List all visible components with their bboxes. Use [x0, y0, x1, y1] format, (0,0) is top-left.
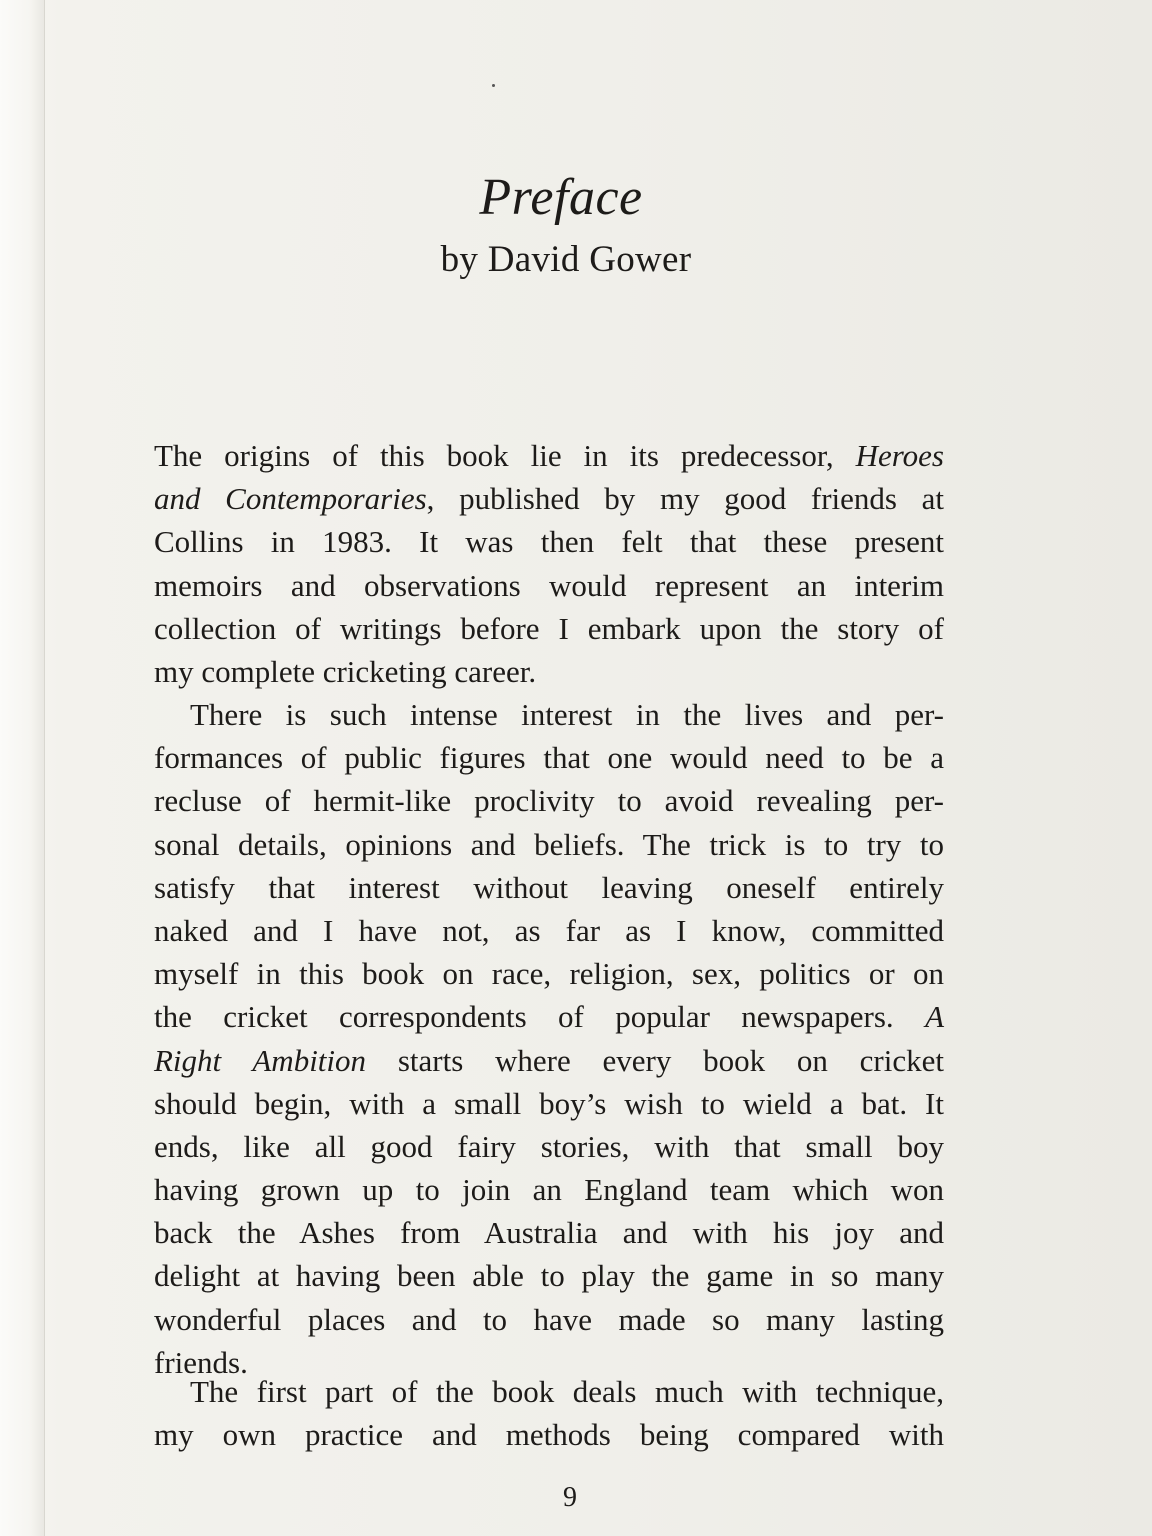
text-line: wonderful places and to have made so many lasting — [154, 1301, 944, 1337]
text-line: satisfy that interest without leaving oneself entirely — [154, 869, 944, 905]
text-line: ends, like all good fairy stories, with that small boy — [154, 1128, 944, 1164]
text-line: collection of writings before I embark upon the story of — [154, 610, 944, 646]
text-line: The first part of the book deals much with technique, — [190, 1374, 944, 1409]
text-line: Collins in 1983. It was then felt that these present — [154, 524, 944, 560]
text-line: formances of public figures that one would need to be a — [154, 740, 944, 776]
text-line: myself in this book on race, religion, sex, politics or on — [154, 956, 944, 992]
text-line: Right Ambition starts where every book on cricket — [154, 1042, 945, 1078]
text-line: my complete cricketing career. — [154, 653, 537, 689]
paragraph-3 — [154, 1370, 944, 1456]
text-line: should begin, with a small boy’s wish to wield a bat. It — [154, 1085, 944, 1121]
text-line: friends. — [154, 1344, 248, 1380]
page-number: 9 — [563, 1482, 577, 1513]
text-line: naked and I have not, as far as I know, committed — [154, 912, 944, 948]
text-line: the cricket correspondents of popular newspapers. A — [154, 999, 944, 1035]
text-line: back the Ashes from Australia and with his joy and — [154, 1215, 944, 1251]
page-gutter-edge — [0, 0, 45, 1536]
chapter-byline: by David Gower — [440, 239, 692, 280]
print-speck — [492, 84, 495, 87]
paragraph-2 — [154, 693, 944, 1384]
text-line: recluse of hermit-like proclivity to avoid revealing per- — [154, 783, 944, 819]
text-line: having grown up to join an England team which won — [154, 1172, 944, 1208]
text-line: delight at having been able to play the game in so many — [154, 1258, 944, 1294]
text-line: There is such intense interest in the lives and per- — [190, 697, 944, 732]
paragraph-1 — [154, 434, 944, 693]
text-line: The origins of this book lie in its predecessor, Heroes — [154, 438, 944, 473]
chapter-title: Preface — [479, 169, 643, 226]
text-line: memoirs and observations would represent an interim — [154, 567, 944, 603]
text-line: and Contemporaries, published by my good friends at — [154, 481, 945, 517]
text-line: sonal details, opinions and beliefs. The trick is to try to — [154, 826, 944, 862]
text-line: my own practice and methods being compared with — [154, 1417, 944, 1453]
